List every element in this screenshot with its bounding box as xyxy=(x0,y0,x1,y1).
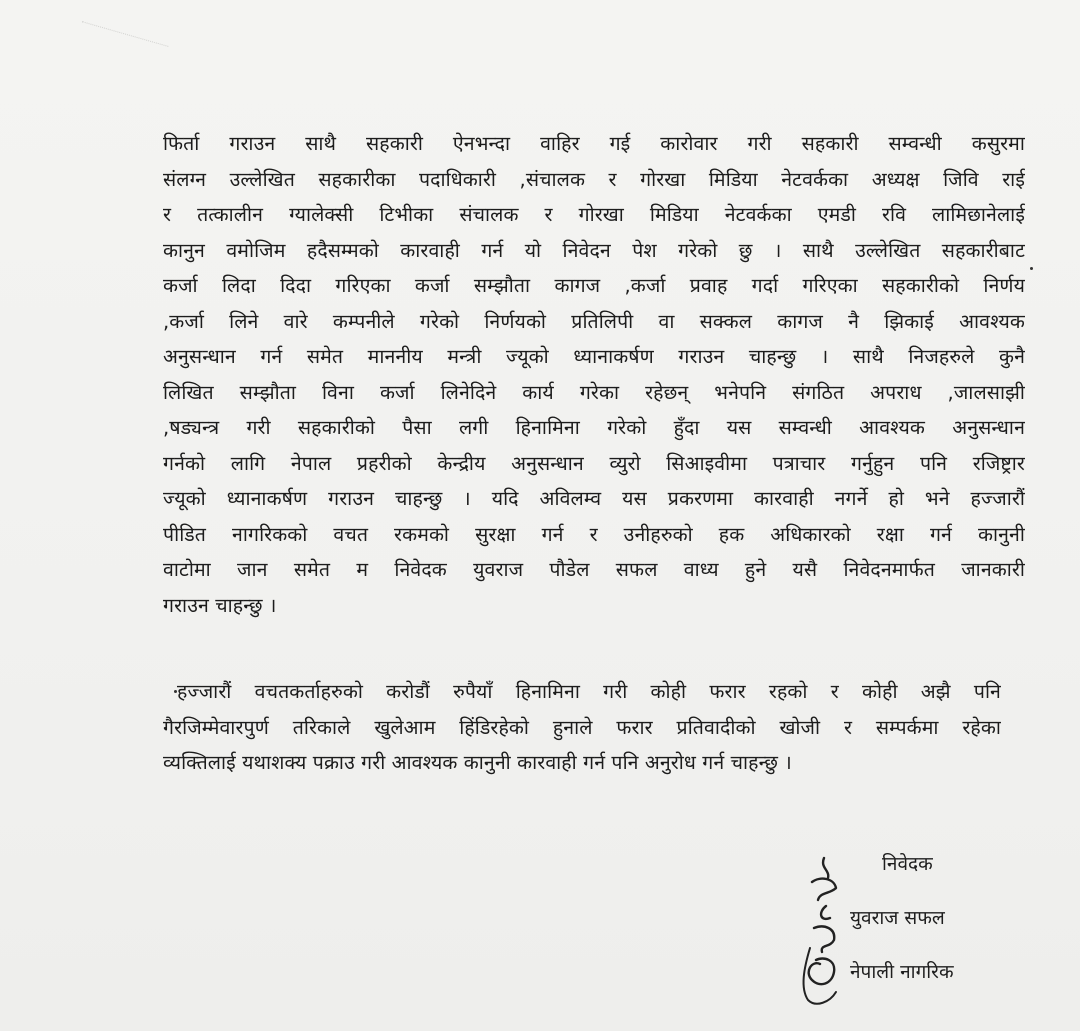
signature-block xyxy=(790,848,1050,1018)
paragraph-line: वाटोमा जान समेत म निवेदक युवराज पौडेल सफल वाध्य हुने यसै निवेदनमार्फत जानकारी xyxy=(163,558,1025,581)
signer-name: युवराज सफल xyxy=(850,907,945,929)
paragraph-line: गर्नको लागि नेपाल प्रहरीको केन्द्रीय अनुसन्धान व्युरो सिआइवीमा पत्राचार गर्नुहुन पनि रजिष्ट्रार xyxy=(163,451,1025,475)
paragraph-line: फिर्ता गराउन साथै सहकारी ऐनभन्दा वाहिर गई कारोवार गरी सहकारी सम्वन्धी कसुरमा xyxy=(163,132,1025,155)
paragraph-line: कर्जा लिदा दिदा गरिएका कर्जा सम्झौता कागज ,कर्जा प्रवाह गर्दा गरिएका सहकारीको निर्णय xyxy=(163,274,1025,297)
handwritten-signature xyxy=(790,848,850,1008)
paragraph-line: संलग्न उल्लेखित सहकारीका पदाधिकारी ,संचालक र गोरखा मिडिया नेटवर्कका अध्यक्ष जिवि राई xyxy=(163,167,1025,191)
signature-title: निवेदक xyxy=(882,853,933,875)
paragraph-line: गराउन चाहन्छु । xyxy=(163,593,277,617)
ink-speck xyxy=(174,690,177,693)
paragraph-line: लिखित सम्झौता विना कर्जा लिनेदिने कार्य गरेका रहेछन् भनेपनि संगठित अपराध ,जालसाझी xyxy=(163,380,1025,404)
paper-fold-mark xyxy=(82,0,175,47)
ink-speck xyxy=(1030,267,1033,270)
paragraph-line: गैरजिम्मेवारपुर्ण तरिकाले खुलेआम हिंडिरहेको हुनाले फरार प्रतिवादीको खोजी र सम्पर्कमा रहेका xyxy=(163,715,1001,739)
paragraph-line: ,कर्जा लिने वारे कम्पनीले गरेको निर्णयको प्रतिलिपी वा सक्कल कागज नै झिकाई आवश्यक xyxy=(163,309,1025,333)
paragraph-line: अनुसन्धान गर्न समेत माननीय मन्त्री ज्यूको ध्यानाकर्षण गराउन चाहन्छु । साथै निजहरुले कुनै xyxy=(163,345,1025,368)
paragraph-line: कानुन वमोजिम हदैसम्मको कारवाही गर्न यो निवेदन पेश गरेको छु । साथै उल्लेखित सहकारीबाट xyxy=(163,238,1025,262)
paragraph-line: व्यक्तिलाई यथाशक्य पक्राउ गरी आवश्यक कानुनी कारवाही गर्न पनि अनुरोध गर्न चाहन्छु । xyxy=(163,751,792,774)
signer-role: नेपाली नागरिक xyxy=(850,961,954,983)
paragraph-line: पीडित नागरिकको वचत रकमको सुरक्षा गर्न र उनीहरुको हक अधिकारको रक्षा गर्न कानुनी xyxy=(163,522,1025,546)
paragraph-line: ज्यूको ध्यानाकर्षण गराउन चाहन्छु । यदि अविलम्व यस प्रकरणमा कारवाही नगर्ने हो भने हज्जारौं xyxy=(163,487,1025,510)
paragraph-line: र तत्कालीन ग्यालेक्सी टिभीका संचालक र गोरखा मिडिया नेटवर्कका एमडी रवि लामिछानेलाई xyxy=(163,203,1025,226)
letter-paragraph-2 xyxy=(163,674,1001,781)
paragraph-line: हज्जारौं वचतकर्ताहरुको करोडौं रुपैयाँ हिनामिना गरी कोही फरार रहको र कोही अझै पनि xyxy=(177,680,1001,703)
paragraph-line: ,षड्यन्त्र गरी सहकारीको पैसा लगी हिनामिना गरेको हुँदा यस सम्वन्धी आवश्यक अनुसन्धान xyxy=(163,416,1025,439)
letter-paragraph-1 xyxy=(163,126,1025,623)
